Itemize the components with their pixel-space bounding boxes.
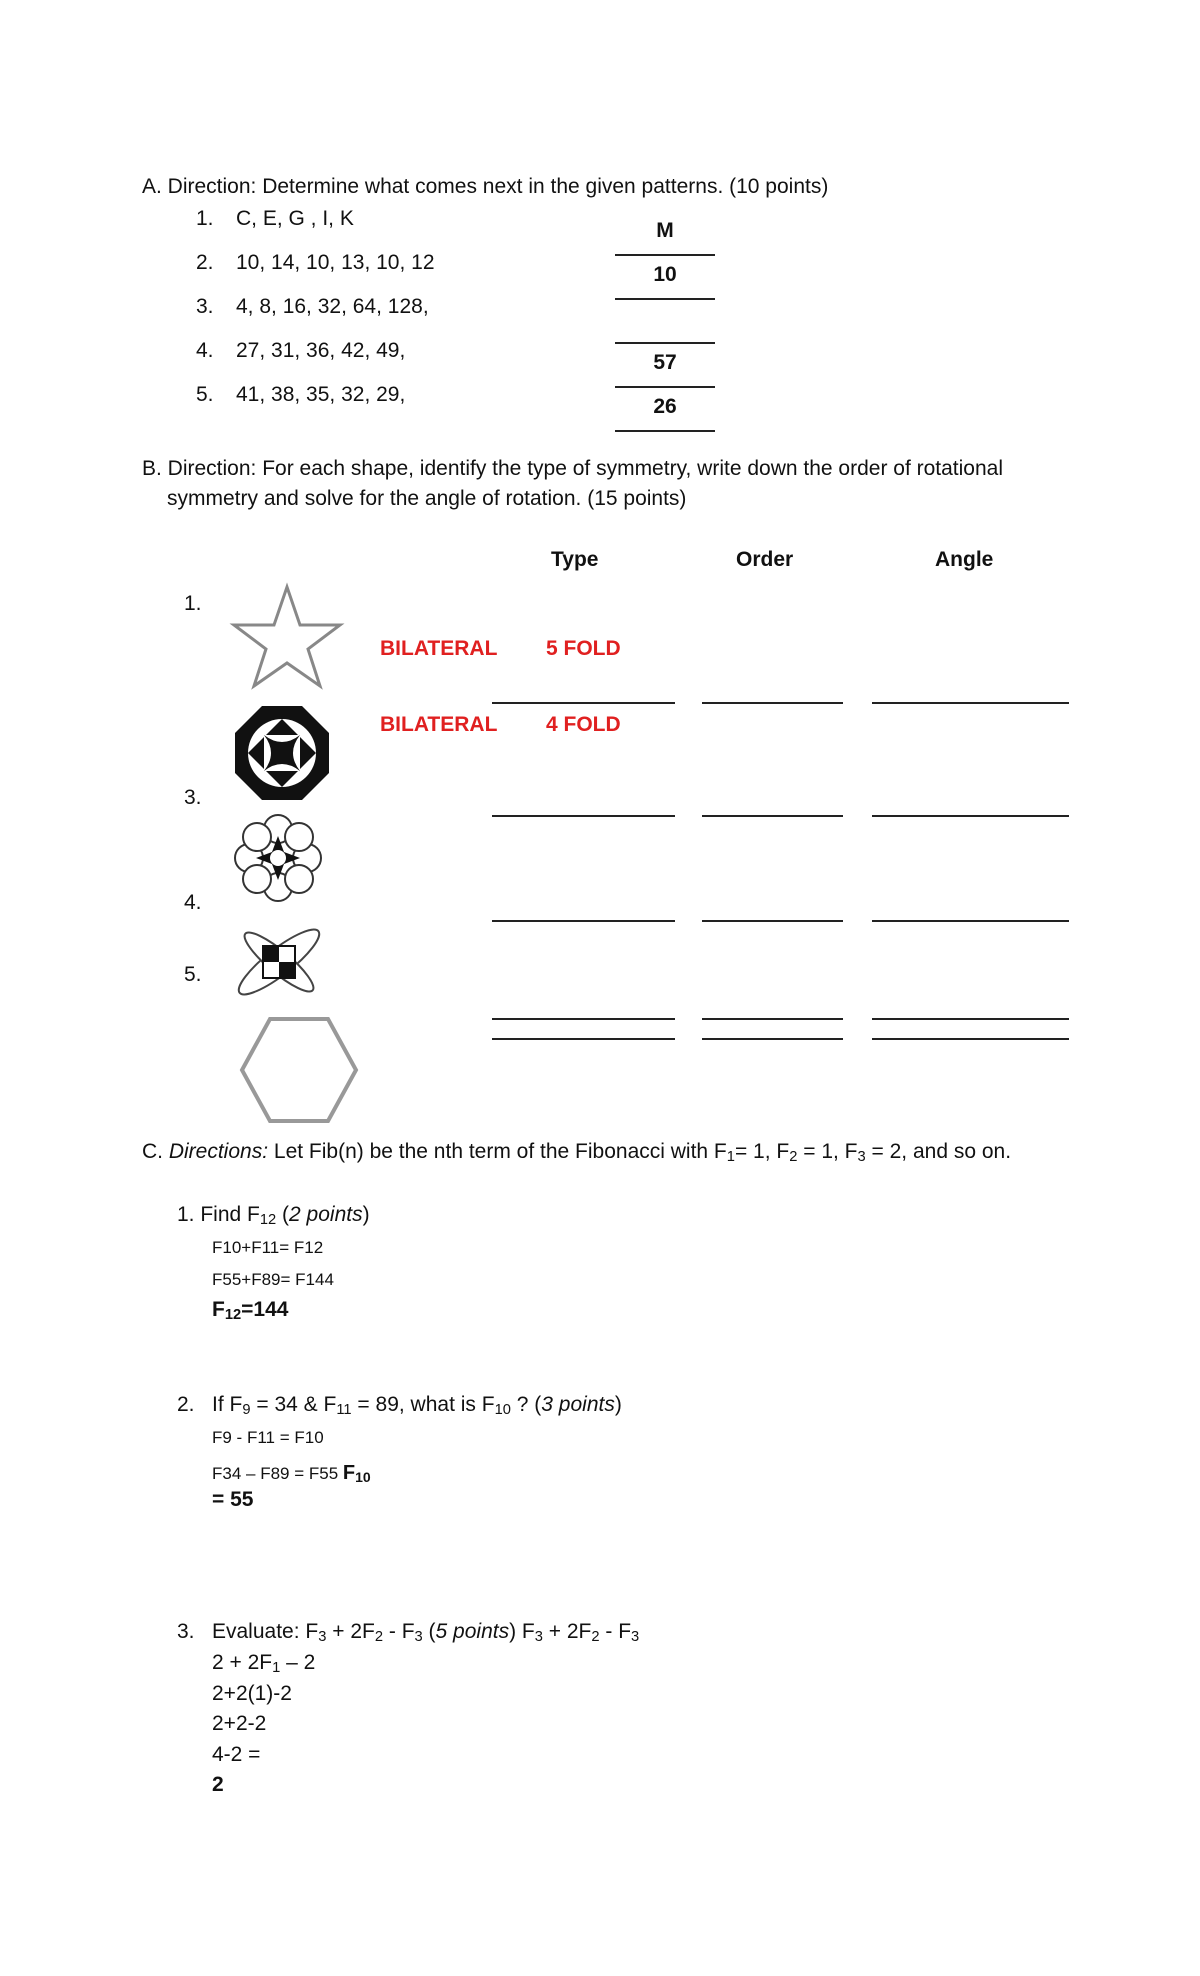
angle-blank: [872, 815, 1069, 817]
pattern-text: 27, 31, 36, 42, 49,: [236, 339, 406, 362]
column-header-order: Order: [736, 548, 794, 571]
order-answer-2: 4 FOLD: [546, 713, 621, 736]
order-blank: [702, 920, 843, 922]
answer-line: [615, 386, 715, 388]
question-2: If $F_9 = 34$ & $F_{11} = 89$, what is $F_{10}$ ? (3 points): [212, 1393, 622, 1418]
work-line: F9 - F11 = F10: [212, 1428, 324, 1447]
shape-label: 4.: [184, 891, 202, 914]
shape-label: 1.: [184, 592, 202, 615]
type-answer-2: BILATERAL: [380, 713, 498, 736]
list-item-number: 3.: [196, 295, 214, 318]
question-3: Evaluate: $F_3 + 2F_2 - F_3$ (5 points) $F_3 + 2F_2 - F_3$: [212, 1620, 640, 1645]
work-line: F10+F11= F12: [212, 1238, 324, 1257]
work-line: $2 + 2F_1 - 2$: [212, 1651, 316, 1676]
type-blank: [492, 1038, 675, 1040]
answer-q3: 2: [212, 1773, 224, 1796]
answer-2: 10: [653, 263, 677, 286]
pattern-text: 41, 38, 35, 32, 29,: [236, 383, 406, 406]
answer-5: 26: [653, 395, 677, 418]
column-header-type: Type: [551, 548, 599, 571]
list-item-number: 4.: [196, 339, 214, 362]
type-blank: [492, 815, 675, 817]
answer-1: M: [656, 219, 674, 242]
question-2-number: 2.: [177, 1393, 195, 1416]
question-3-number: 3.: [177, 1620, 195, 1643]
answer-q1: $F_{12}=144$: [212, 1298, 289, 1323]
answer-q2: = 55: [212, 1488, 254, 1511]
answer-line: [615, 342, 715, 344]
order-blank: [702, 1018, 843, 1020]
order-blank: [702, 815, 843, 817]
order-blank: [702, 1038, 843, 1040]
answer-4: 57: [653, 351, 677, 374]
question-1: 1. Find $F_{12}$ (2 points): [177, 1203, 370, 1228]
work-line: 4-2 =: [212, 1743, 261, 1766]
section-a-heading: A. Direction: Determine what comes next in the given patterns. (10 points): [142, 175, 829, 198]
work-line: 2+2-2: [212, 1712, 267, 1735]
column-header-angle: Angle: [935, 548, 994, 571]
pinwheel-icon: [228, 917, 330, 1007]
section-b-heading-line1: B. Direction: For each shape, identify the type of symmetry, write down the order of rotational: [142, 457, 1004, 480]
answer-line: [615, 254, 715, 256]
pattern-text: C, E, G , I, K: [236, 207, 354, 230]
section-b-heading-line2: symmetry and solve for the angle of rotation. (15 points): [167, 487, 687, 510]
type-blank: [492, 920, 675, 922]
pattern-text: 10, 14, 10, 13, 10, 12: [236, 251, 435, 274]
answer-line: [615, 298, 715, 300]
star-icon: [230, 583, 345, 688]
list-item-number: 5.: [196, 383, 214, 406]
order-blank: [702, 702, 843, 704]
angle-blank: [872, 920, 1069, 922]
angle-blank: [872, 1038, 1069, 1040]
type-blank: [492, 702, 675, 704]
answer-line: [615, 430, 715, 432]
work-line: 2+2(1)-2: [212, 1682, 292, 1705]
type-blank: [492, 1018, 675, 1020]
type-answer-1: BILATERAL: [380, 637, 498, 660]
pattern-text: 4, 8, 16, 32, 64, 128,: [236, 295, 429, 318]
list-item-number: 1.: [196, 207, 214, 230]
work-line: F34 – F89 = F55 $F_{10}$: [212, 1462, 371, 1485]
hexagon-icon: [238, 1015, 360, 1125]
shape-label: 3.: [184, 786, 202, 809]
list-item-number: 2.: [196, 251, 214, 274]
flower-icon: [232, 812, 324, 904]
angle-blank: [872, 1018, 1069, 1020]
section-c-heading: C. Directions: Let Fib(n) be the nth term of the Fibonacci with $F_1= 1$, $F_2 = 1$, $F_3 = 2$, and so on.: [142, 1140, 1012, 1165]
angle-blank: [872, 702, 1069, 704]
octagon-square-icon: [232, 703, 332, 803]
order-answer-1: 5 FOLD: [546, 637, 621, 660]
work-line: F55+F89= F144: [212, 1270, 334, 1289]
shape-label: 5.: [184, 963, 202, 986]
